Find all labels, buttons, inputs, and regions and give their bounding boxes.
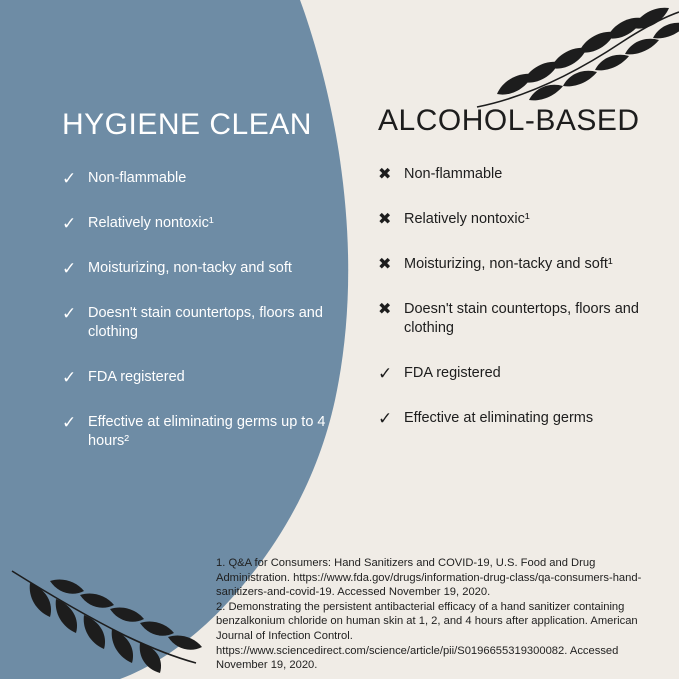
footnote-1: 1. Q&A for Consumers: Hand Sanitizers and COVID-19, U.S. Food and Drug Administration. https://www.fda.gov/drugs/information-drug-class/qa-consumers-hand-sanitizers-and-covid-19. Accessed November 19, 2020.: [216, 557, 642, 599]
check-icon: ✓: [378, 408, 393, 428]
list-item-label: Doesn't stain countertops, floors and clothing: [404, 300, 639, 336]
list-item: [62, 169, 352, 188]
list-item: [378, 165, 668, 184]
list-item: [378, 210, 668, 229]
list-item-label: Effective at eliminating germs up to 4 hours²: [88, 413, 326, 449]
check-icon: ✓: [62, 412, 77, 432]
list-item-label: FDA registered: [404, 364, 501, 381]
check-icon: ✓: [62, 168, 77, 188]
list-item: [378, 255, 668, 274]
feature-list-right: [378, 165, 668, 428]
column-alcohol-based: [378, 0, 668, 454]
x-icon: ✖: [378, 300, 392, 318]
column-title-left: HYGIENE CLEAN: [62, 108, 312, 141]
list-item-label: Relatively nontoxic¹: [404, 210, 530, 227]
x-icon: ✖: [378, 165, 392, 183]
list-item: [62, 368, 352, 387]
list-item: [62, 259, 352, 278]
list-item: [62, 304, 352, 342]
list-item: [378, 300, 668, 338]
column-hygiene-clean: [62, 0, 352, 477]
list-item-label: Non-flammable: [404, 165, 503, 182]
footnotes: [216, 556, 668, 673]
check-icon: ✓: [62, 258, 77, 278]
leaf-branch-icon: [4, 563, 204, 673]
check-icon: ✓: [62, 213, 77, 233]
list-item-label: Relatively nontoxic¹: [88, 214, 214, 231]
check-icon: ✓: [62, 367, 77, 387]
feature-list-left: [62, 169, 352, 451]
x-icon: ✖: [378, 210, 392, 228]
list-item-label: Doesn't stain countertops, floors and clothing: [88, 304, 323, 340]
list-item: [378, 364, 668, 383]
list-item: [378, 409, 668, 428]
list-item: [62, 413, 352, 451]
list-item-label: Non-flammable: [88, 169, 187, 186]
check-icon: ✓: [378, 363, 393, 383]
list-item-label: FDA registered: [88, 368, 185, 385]
list-item: [62, 214, 352, 233]
check-icon: ✓: [62, 303, 77, 323]
column-title-right: ALCOHOL-BASED: [378, 104, 640, 137]
list-item-label: Effective at eliminating germs: [404, 409, 594, 426]
x-icon: ✖: [378, 255, 392, 273]
list-item-label: Moisturizing, non-tacky and soft¹: [404, 255, 613, 272]
list-item-label: Moisturizing, non-tacky and soft: [88, 259, 292, 276]
footnote-2: 2. Demonstrating the persistent antibacterial efficacy of a hand sanitizer containing benzalkonium chloride on human skin at 1, 2, and 4 hours after application. American Journal of Infection Control. https://www.sciencedirect.com/science/article/pii/S0196655319300082. Accessed November 19, 2020.: [216, 600, 638, 672]
